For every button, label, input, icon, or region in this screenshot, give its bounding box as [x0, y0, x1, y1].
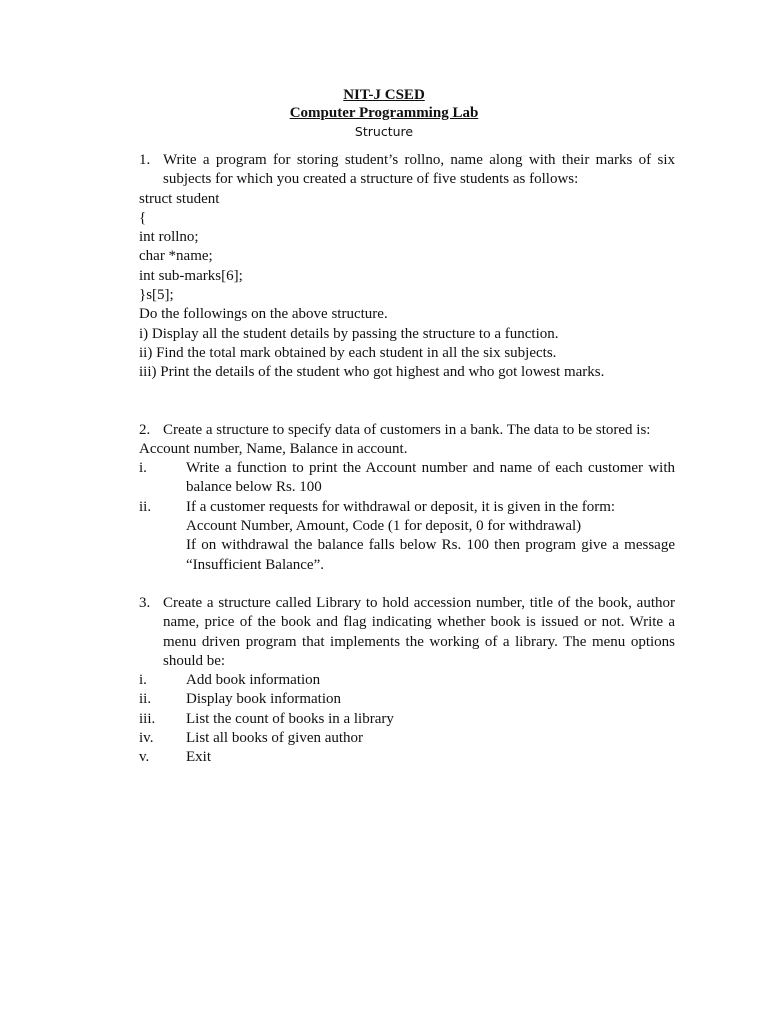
menu-option-text: List the count of books in a library — [186, 710, 394, 727]
menu-option — [139, 710, 675, 729]
menu-option-text: Exit — [186, 749, 211, 766]
course-title: Computer Programming Lab — [289, 105, 479, 121]
menu-option — [139, 729, 675, 748]
topic-title: Structure — [354, 124, 414, 139]
question-2 — [139, 421, 675, 440]
sub-task: iii) Print the details of the student who got highest and who got lowest marks. — [139, 364, 605, 381]
question-text: Write a program for storing student’s rollno, name along with their marks of six subjects for which you created a structure of five students as follows: — [163, 152, 675, 188]
code-line: struct student — [139, 190, 220, 207]
roman-item-text: Write a function to print the Account number and name of each customer with balance below Rs. 100 — [186, 460, 675, 496]
roman-item-text: Account Number, Amount, Code (1 for deposit, 0 for withdrawal) — [186, 518, 582, 535]
roman-numeral: iii. — [139, 710, 156, 727]
code-line: int sub-marks[6]; — [139, 267, 243, 284]
instruction-line: Do the followings on the above structure. — [139, 306, 388, 323]
question-number: 2. — [139, 421, 151, 438]
roman-numeral: ii. — [139, 691, 152, 708]
roman-numeral: v. — [139, 749, 150, 766]
question-text: Create a structure called Library to hold accession number, title of the book, author name, price of the book and flag indicating whether book is issued or not. Write a menu driven program that implements the working of a library. The menu options should be: — [163, 594, 675, 669]
roman-numeral: iv. — [139, 730, 154, 747]
institute-title: NIT-J CSED — [343, 87, 425, 103]
menu-option-text: Display book information — [186, 691, 341, 708]
roman-numeral: ii. — [139, 498, 152, 515]
menu-option-text: List all books of given author — [186, 730, 364, 747]
roman-item-text: If on withdrawal the balance falls below Rs. 100 then program give a message “Insufficient Balance”. — [186, 537, 675, 573]
question-text-continued: Account number, Name, Balance in account. — [139, 440, 408, 457]
sub-task: i) Display all the student details by passing the structure to a function. — [139, 325, 559, 342]
code-line: int rollno; — [139, 229, 199, 246]
roman-numeral: i. — [139, 460, 147, 477]
code-line: }s[5]; — [139, 287, 174, 304]
menu-option — [139, 748, 675, 767]
menu-option-text: Add book information — [186, 672, 321, 689]
menu-option — [139, 690, 675, 709]
menu-option — [139, 671, 675, 690]
sub-task: ii) Find the total mark obtained by each student in all the six subjects. — [139, 344, 557, 361]
roman-item-text: If a customer requests for withdrawal or deposit, it is given in the form: — [186, 498, 616, 515]
code-line: char *name; — [139, 248, 213, 265]
roman-numeral: i. — [139, 672, 147, 689]
question-text: Create a structure to specify data of customers in a bank. The data to be stored is: — [163, 421, 651, 438]
roman-item — [139, 498, 675, 517]
document-body — [139, 151, 675, 768]
question-1 — [139, 151, 675, 190]
document-header — [0, 86, 768, 141]
question-number: 1. — [139, 152, 151, 168]
code-line: { — [139, 209, 147, 226]
roman-item — [139, 459, 675, 498]
question-3 — [139, 594, 675, 671]
question-number: 3. — [139, 594, 151, 611]
